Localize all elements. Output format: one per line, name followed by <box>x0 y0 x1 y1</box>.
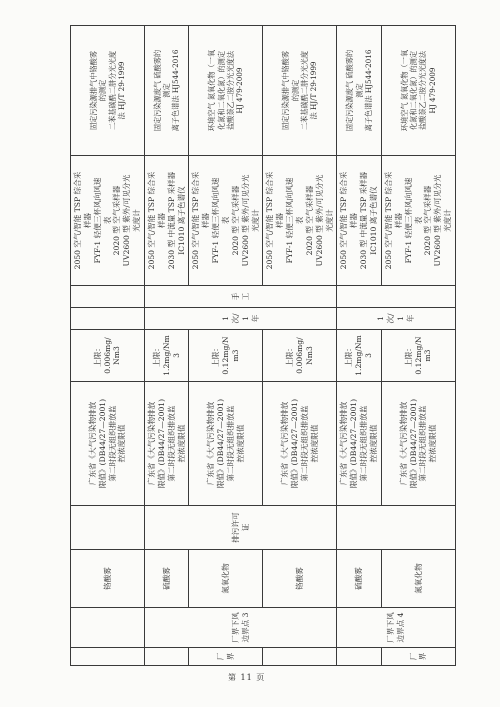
cell-standard: 广东省《大气污染物排放 限值》(DB44/27—2001) 第二时段无组织排放监 控浓度限值 <box>145 382 189 506</box>
cell-empty <box>71 506 145 550</box>
cell-empty <box>337 286 455 308</box>
monitoring-table <box>70 25 456 666</box>
cell-method: 环境空气 氮氧化物（一氧 化氮和二氧化氮）的测定 盐酸萘乙二胺分光光度法 HJ 479-2009 <box>189 26 263 156</box>
cell-empty <box>337 648 381 666</box>
cell-instrument: 2050 空气/智能 TSP 综合采 样器 FYF-1 轻便三杯风向风速 表 2020 型 空气采样器 UV2600 型 紫外/可见分光 光度计 <box>381 156 455 286</box>
rotated-table-stage <box>70 26 453 666</box>
table-row <box>71 26 145 666</box>
cell-factory: 厂界 <box>381 648 455 666</box>
cell-pollutant: 硫酸雾 <box>145 550 189 608</box>
cell-empty <box>71 648 145 666</box>
cell-permit: 排污许可证 <box>145 506 337 550</box>
cell-empty <box>71 308 145 330</box>
cell-limit: 上限： 0.12mg/N m3 <box>189 330 263 382</box>
cell-empty <box>71 608 145 648</box>
cell-point-4: 厂界下风边界点 4 <box>337 608 455 648</box>
cell-method: 固定污染源废气 硫酸雾的 测定 离子色谱法 HJ544-2016 <box>145 26 189 156</box>
cell-pollutant: 铬酸雾 <box>71 550 145 608</box>
cell-factory: 厂界 <box>189 648 263 666</box>
cell-instrument: 2050 空气/智能 TSP 综合采 样器 FYF-1 轻便三杯风向风速 表 2020 型 空气采样器 UV2600 型 紫外/可见分光 光度计 <box>189 156 263 286</box>
cell-method: 环境空气 氮氧化物（一氧 化氮和二氧化氮）的测定 盐酸萘乙二胺分光光度法 HJ 479-2009 <box>381 26 455 156</box>
page-number: 第 11 页 <box>228 673 266 682</box>
table-row <box>189 26 263 666</box>
cell-pollutant: 氮氧化物 <box>189 550 263 608</box>
cell-instrument: 2050 空气/智能 TSP 综合采 样器 2030 型 中流量 TSP 采样器 IC1010 离子色谱仪 <box>145 156 189 286</box>
cell-sampling: 手工 <box>145 286 337 308</box>
cell-limit: 上限： 0.006mg/ Nm3 <box>263 330 337 382</box>
cell-method: 固定污染源废气 硫酸雾的 测定 离子色谱法 HJ544-2016 <box>337 26 381 156</box>
cell-pollutant: 铬酸雾 <box>263 550 337 608</box>
cell-frequency: 1 次/1 年 <box>337 308 455 330</box>
cell-empty <box>145 648 189 666</box>
cell-limit: 上限： 0.006mg/ Nm3 <box>71 330 145 382</box>
cell-instrument: 2050 空气/智能 TSP 综合采 样器 2030 型 中流量 TSP 采样器 IC1010 离子色谱仪 <box>337 156 381 286</box>
cell-standard: 广东省《大气污染物排放 限值》(DB44/27—2001) 第二时段无组织排放监 控浓度限值 <box>381 382 455 506</box>
cell-frequency: 1 次/1 年 <box>145 308 337 330</box>
table-row <box>381 26 455 666</box>
table-row <box>145 26 189 666</box>
cell-instrument: 2050 空气/智能 TSP 综合采 样器 FYF-1 轻便三杯风向风速 表 2020 型 空气采样器 UV2600 型 紫外/可见分光 光度计 <box>71 156 145 286</box>
cell-empty <box>337 506 455 550</box>
cell-standard: 广东省《大气污染物排放 限值》(DB44/27—2001) 第二时段无组织排放监 控浓度限值 <box>71 382 145 506</box>
cell-point-3: 厂界下风边界点 3 <box>145 608 337 648</box>
table-row <box>263 26 337 666</box>
cell-pollutant: 氮氧化物 <box>381 550 455 608</box>
table-row <box>337 26 381 666</box>
cell-standard: 广东省《大气污染物排放 限值》(DB44/27—2001) 第二时段无组织排放监 控浓度限值 <box>189 382 263 506</box>
cell-method: 固定污染源排气中铬酸雾 的测定 二苯基碳酰二肼分光光度 法 HJ/T 29-1999 <box>263 26 337 156</box>
cell-pollutant: 硫酸雾 <box>337 550 381 608</box>
cell-empty <box>263 648 337 666</box>
cell-instrument: 2050 空气/智能 TSP 综合采 样器 FYF-1 轻便三杯风向风速 表 2020 型 空气采样器 UV2600 型 紫外/可见分光 光度计 <box>263 156 337 286</box>
cell-empty <box>71 286 145 308</box>
cell-limit: 上限： 1.2mg/Nm 3 <box>145 330 189 382</box>
cell-method: 固定污染源排气中铬酸雾 的测定 二苯基碳酰二肼分光光度 法 HJ/T 29-1999 <box>71 26 145 156</box>
cell-standard: 广东省《大气污染物排放 限值》(DB44/27—2001) 第二时段无组织排放监 控浓度限值 <box>337 382 381 506</box>
cell-limit: 上限： 0.12mg/N m3 <box>381 330 455 382</box>
cell-limit: 上限： 1.2mg/Nm 3 <box>337 330 381 382</box>
cell-standard: 广东省《大气污染物排放 限值》(DB44/27—2001) 第二时段无组织排放监 控浓度限值 <box>263 382 337 506</box>
